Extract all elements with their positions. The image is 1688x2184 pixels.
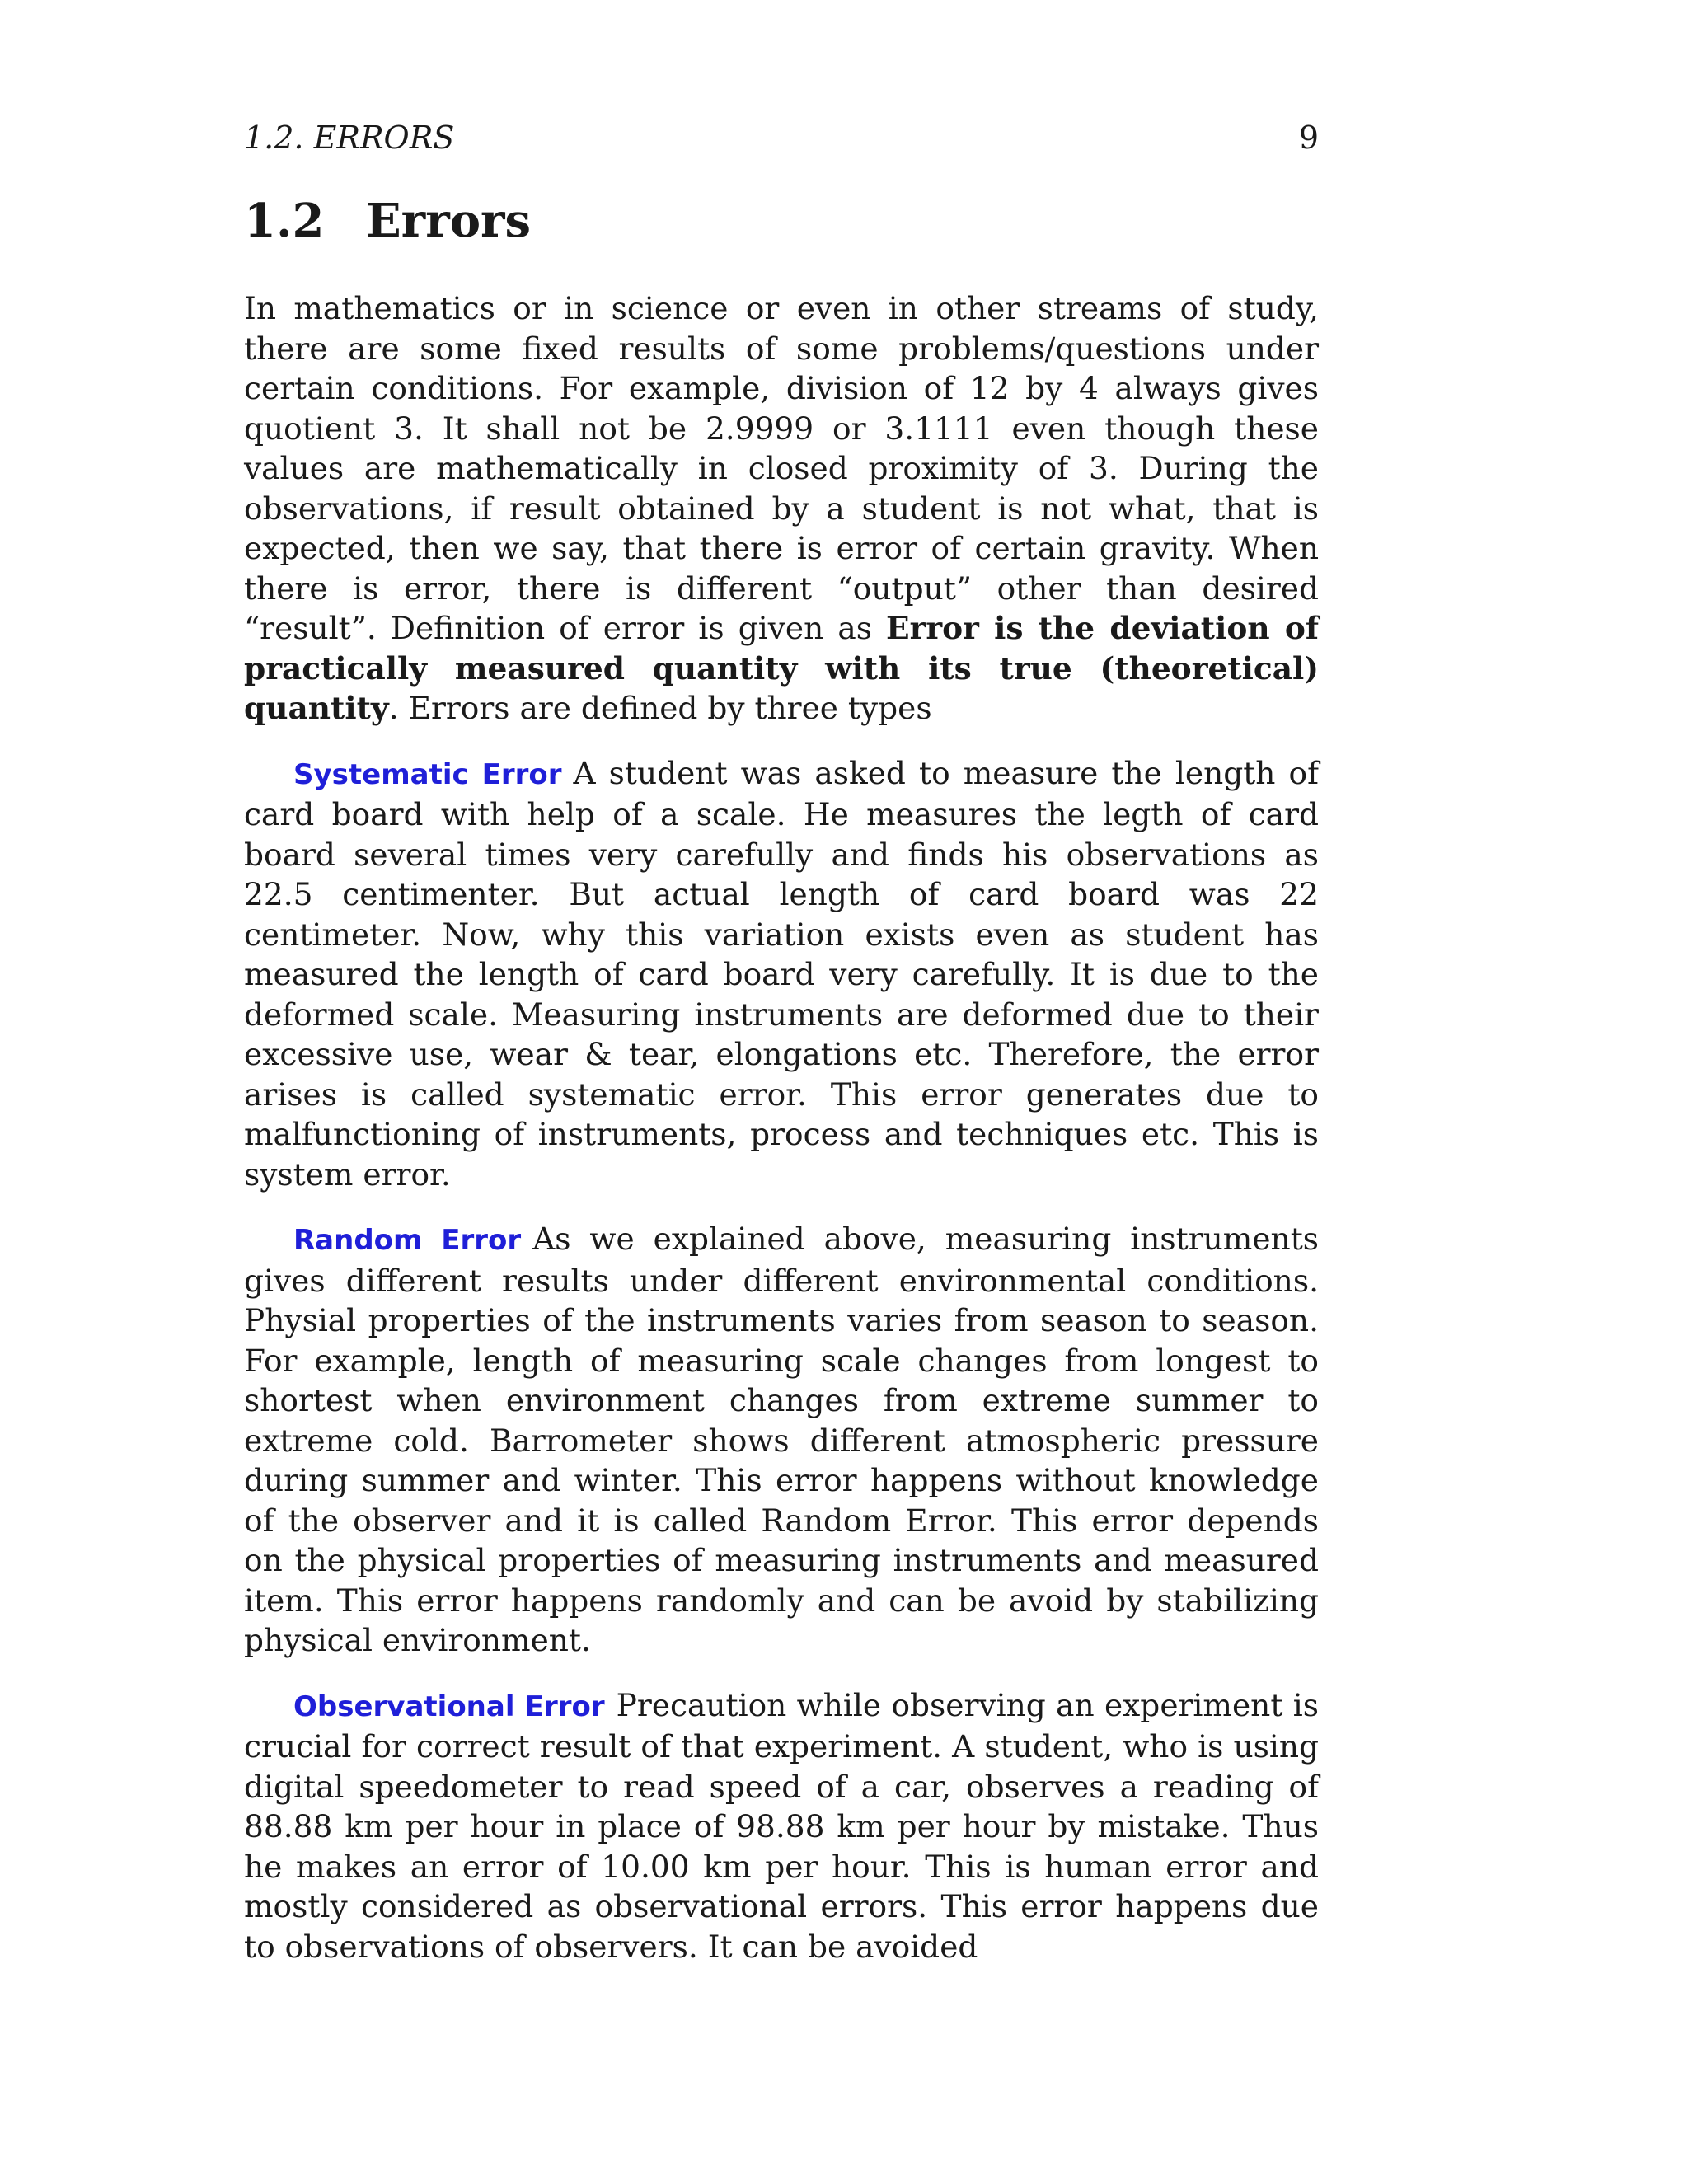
term-observational-error: Observational Error [293, 1690, 605, 1723]
error-definition: Error is the deviation of practically measured quantity with its true (theoretical) quantity [244, 610, 1320, 726]
section-title: Errors [366, 194, 532, 248]
section-heading [244, 191, 531, 251]
term-systematic-error: Systematic Error [293, 757, 562, 791]
intro-text-end: . Errors are defined by three types [388, 690, 932, 726]
paragraph-systematic-error [244, 753, 1319, 1195]
section-number: 1.2 [244, 194, 325, 248]
running-header-chapter: 1.2. ERRORS [244, 120, 455, 156]
paragraph-text: As we explained above, measuring instruments gives different results under different environmental conditions. Physial properties of the instruments varies from season to season. For example, length of measuring scale changes from longest to shortest when environment changes from extreme summer to extreme cold. Barrometer shows different atmospheric pressure during summer and winter. This error happens without knowledge of the observer and it is called Random Error. This error depends on the physical properties of measuring instruments and measured item. This error happens randomly and can be avoid by stabilizing physical environment. [244, 1221, 1320, 1658]
page-number: 9 [1298, 120, 1319, 156]
intro-text: In mathematics or in science or even in other streams of study, there are some fixed results of some problems/questions under certain conditions. For example, division of 12 by 4 always gives quotient 3. It shall not be 2.9999 or 3.1111 even though these values are mathematically in closed proximity of 3. During the observations, if result obtained by a student is not what, that is expected, then we say, that there is error of certain gravity. When there is error, there is different “output” other than desired “result”. Definition of error is given as [244, 290, 1319, 646]
running-header [244, 117, 1319, 158]
paragraph-observational-error [244, 1685, 1319, 1967]
paragraph-random-error [244, 1219, 1319, 1661]
paragraph-text: A student was asked to measure the length of card board with help of a scale. He measures the legth of card board several times very carefully and finds his observations as 22.5 centimenter. But actual length of card board was 22 centimeter. Now, why this variation exists even as student has measured the length of card board very carefully. It is due to the deformed scale. Measuring instruments are deformed due to their excessive use, wear & tear, elongations etc. Therefore, the error arises is called systematic error. This error generates due to malfunctioning of instruments, process and techniques etc. This is system error. [244, 754, 1319, 1193]
intro-paragraph [244, 288, 1319, 729]
paragraph-text: Precaution while observing an experiment is crucial for correct result of that experiment. A student, who is using digital speedometer to read speed of a car, observes a reading of 88.88 km per hour in place of 98.88 km per hour by mistake. Thus he makes an error of 10.00 km per hour. This is human error and mostly considered as observational errors. This error happens due to observations of observers. It can be avoided [244, 1686, 1319, 1965]
body-text [244, 288, 1319, 1966]
term-random-error: Random Error [293, 1224, 522, 1257]
